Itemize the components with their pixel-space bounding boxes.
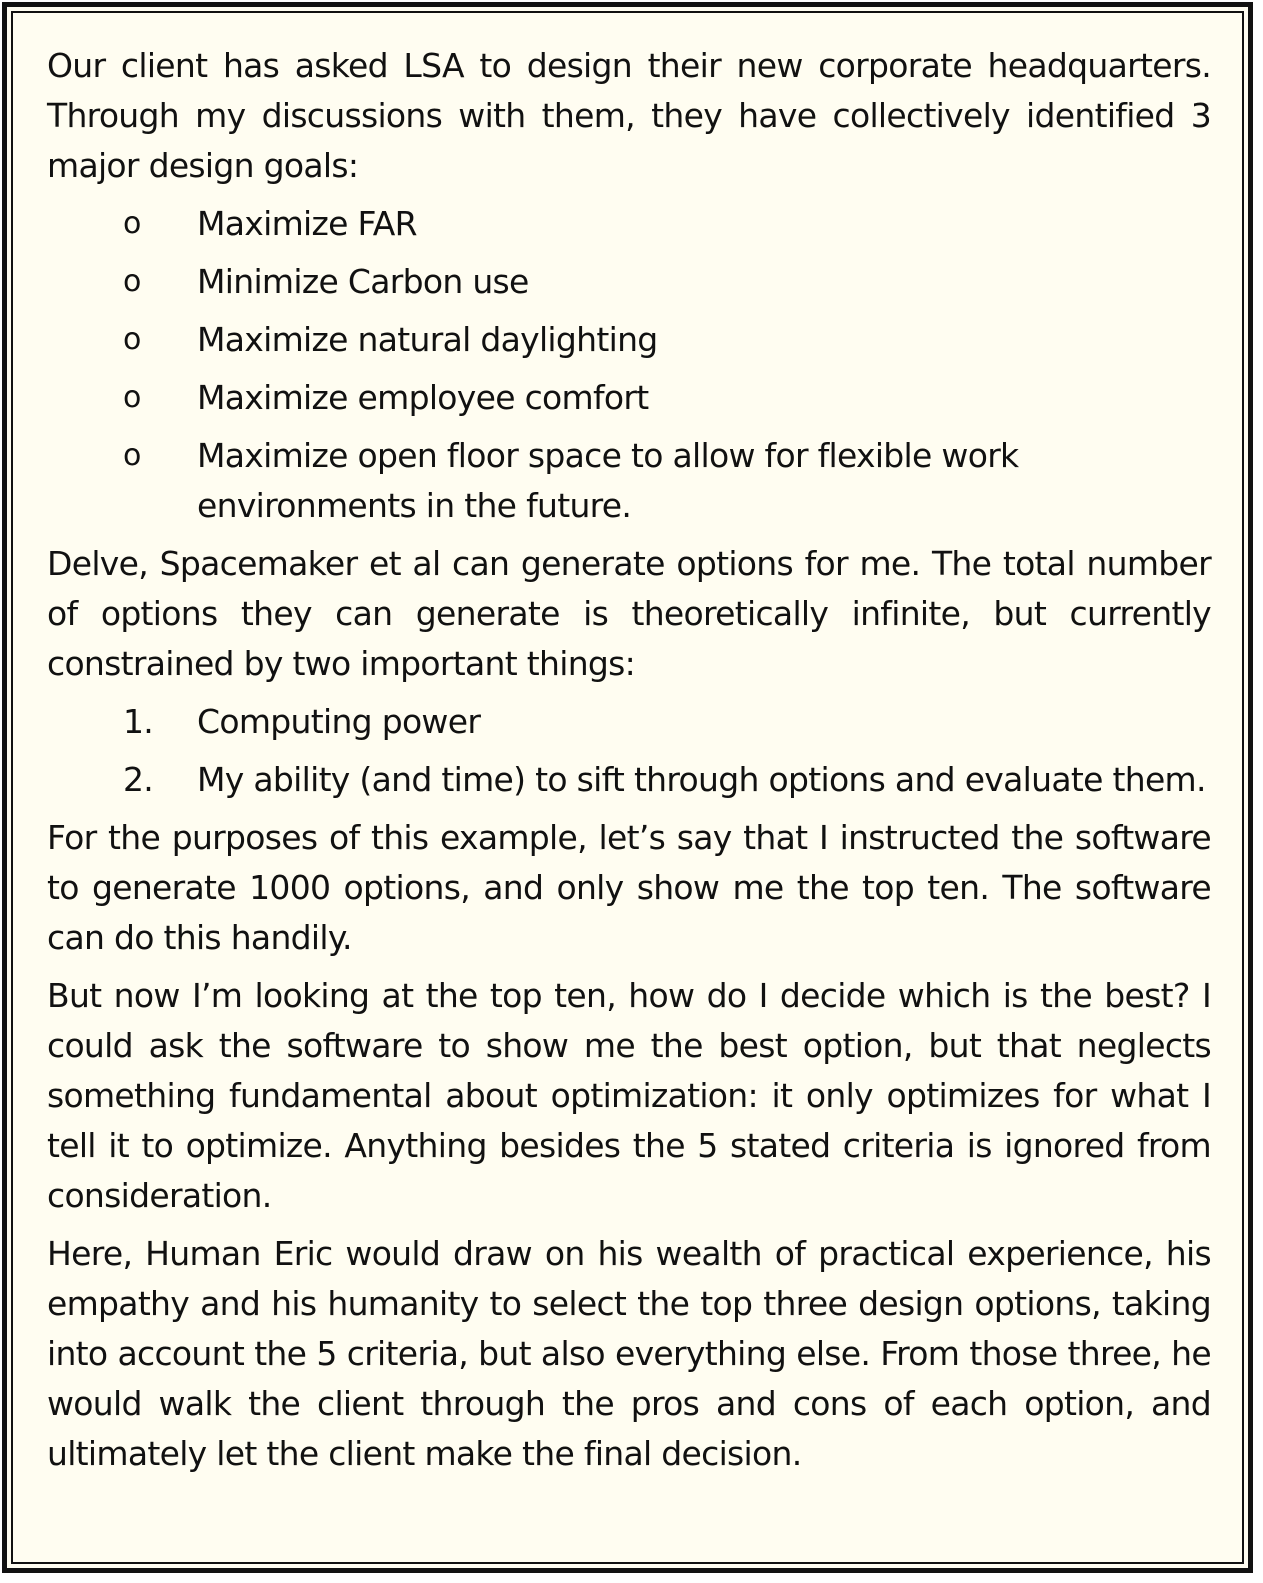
list-item (47, 315, 1211, 365)
number-marker: 2. (123, 760, 154, 799)
list-item-text: Maximize employee comfort (197, 378, 649, 417)
bullet-marker: o (123, 322, 141, 357)
bullet-marker: o (123, 380, 141, 415)
document-body (47, 41, 1211, 1487)
list-item (47, 697, 1211, 747)
list-item-text: Computing power (197, 702, 481, 741)
list-item (47, 755, 1211, 805)
list-item-text: Maximize natural daylighting (197, 320, 658, 359)
number-marker: 1. (123, 702, 154, 741)
constraints-list (47, 697, 1211, 805)
list-item (47, 373, 1211, 423)
paragraph-example: For the purposes of this example, let’s say that I instructed the software to generate 1000 options, and only show me the top ten. The software can do this handily. (47, 818, 1211, 957)
list-item-text: Maximize FAR (197, 204, 417, 243)
list-item (47, 199, 1211, 249)
paragraph-decision: But now I’m looking at the top ten, how do I decide which is the best? I could ask the software to show me the best option, but that neglects something fundamental about optimization: it only optimizes for what I tell it to optimize. Anything besides the 5 stated criteria is ignored from consideration. (47, 976, 1211, 1215)
document-border (2, 2, 1253, 1573)
list-item (47, 257, 1211, 307)
list-item (47, 431, 1211, 531)
list-item-text: Minimize Carbon use (197, 262, 529, 301)
bullet-marker: o (123, 264, 141, 299)
design-goals-list (47, 199, 1211, 531)
paragraph-options: Delve, Spacemaker et al can generate options for me. The total number of options they can generate is theoretically infinite, but currently constrained by two important things: (47, 544, 1211, 683)
paragraph-intro: Our client has asked LSA to design their new corporate headquarters. Through my discussions with them, they have collectively identified 3 major design goals: (47, 46, 1211, 185)
bullet-marker: o (123, 438, 141, 473)
list-item-text: Maximize open floor space to allow for flexible work environments in the future. (197, 436, 1019, 525)
list-item-text: My ability (and time) to sift through options and evaluate them. (197, 760, 1206, 799)
paragraph-human: Here, Human Eric would draw on his wealth of practical experience, his empathy and his humanity to select the top three design options, taking into account the 5 criteria, but also everything else. From those three, he would walk the client through the pros and cons of each option, and ultimately let the client make the final decision. (47, 1234, 1211, 1473)
bullet-marker: o (123, 206, 141, 241)
